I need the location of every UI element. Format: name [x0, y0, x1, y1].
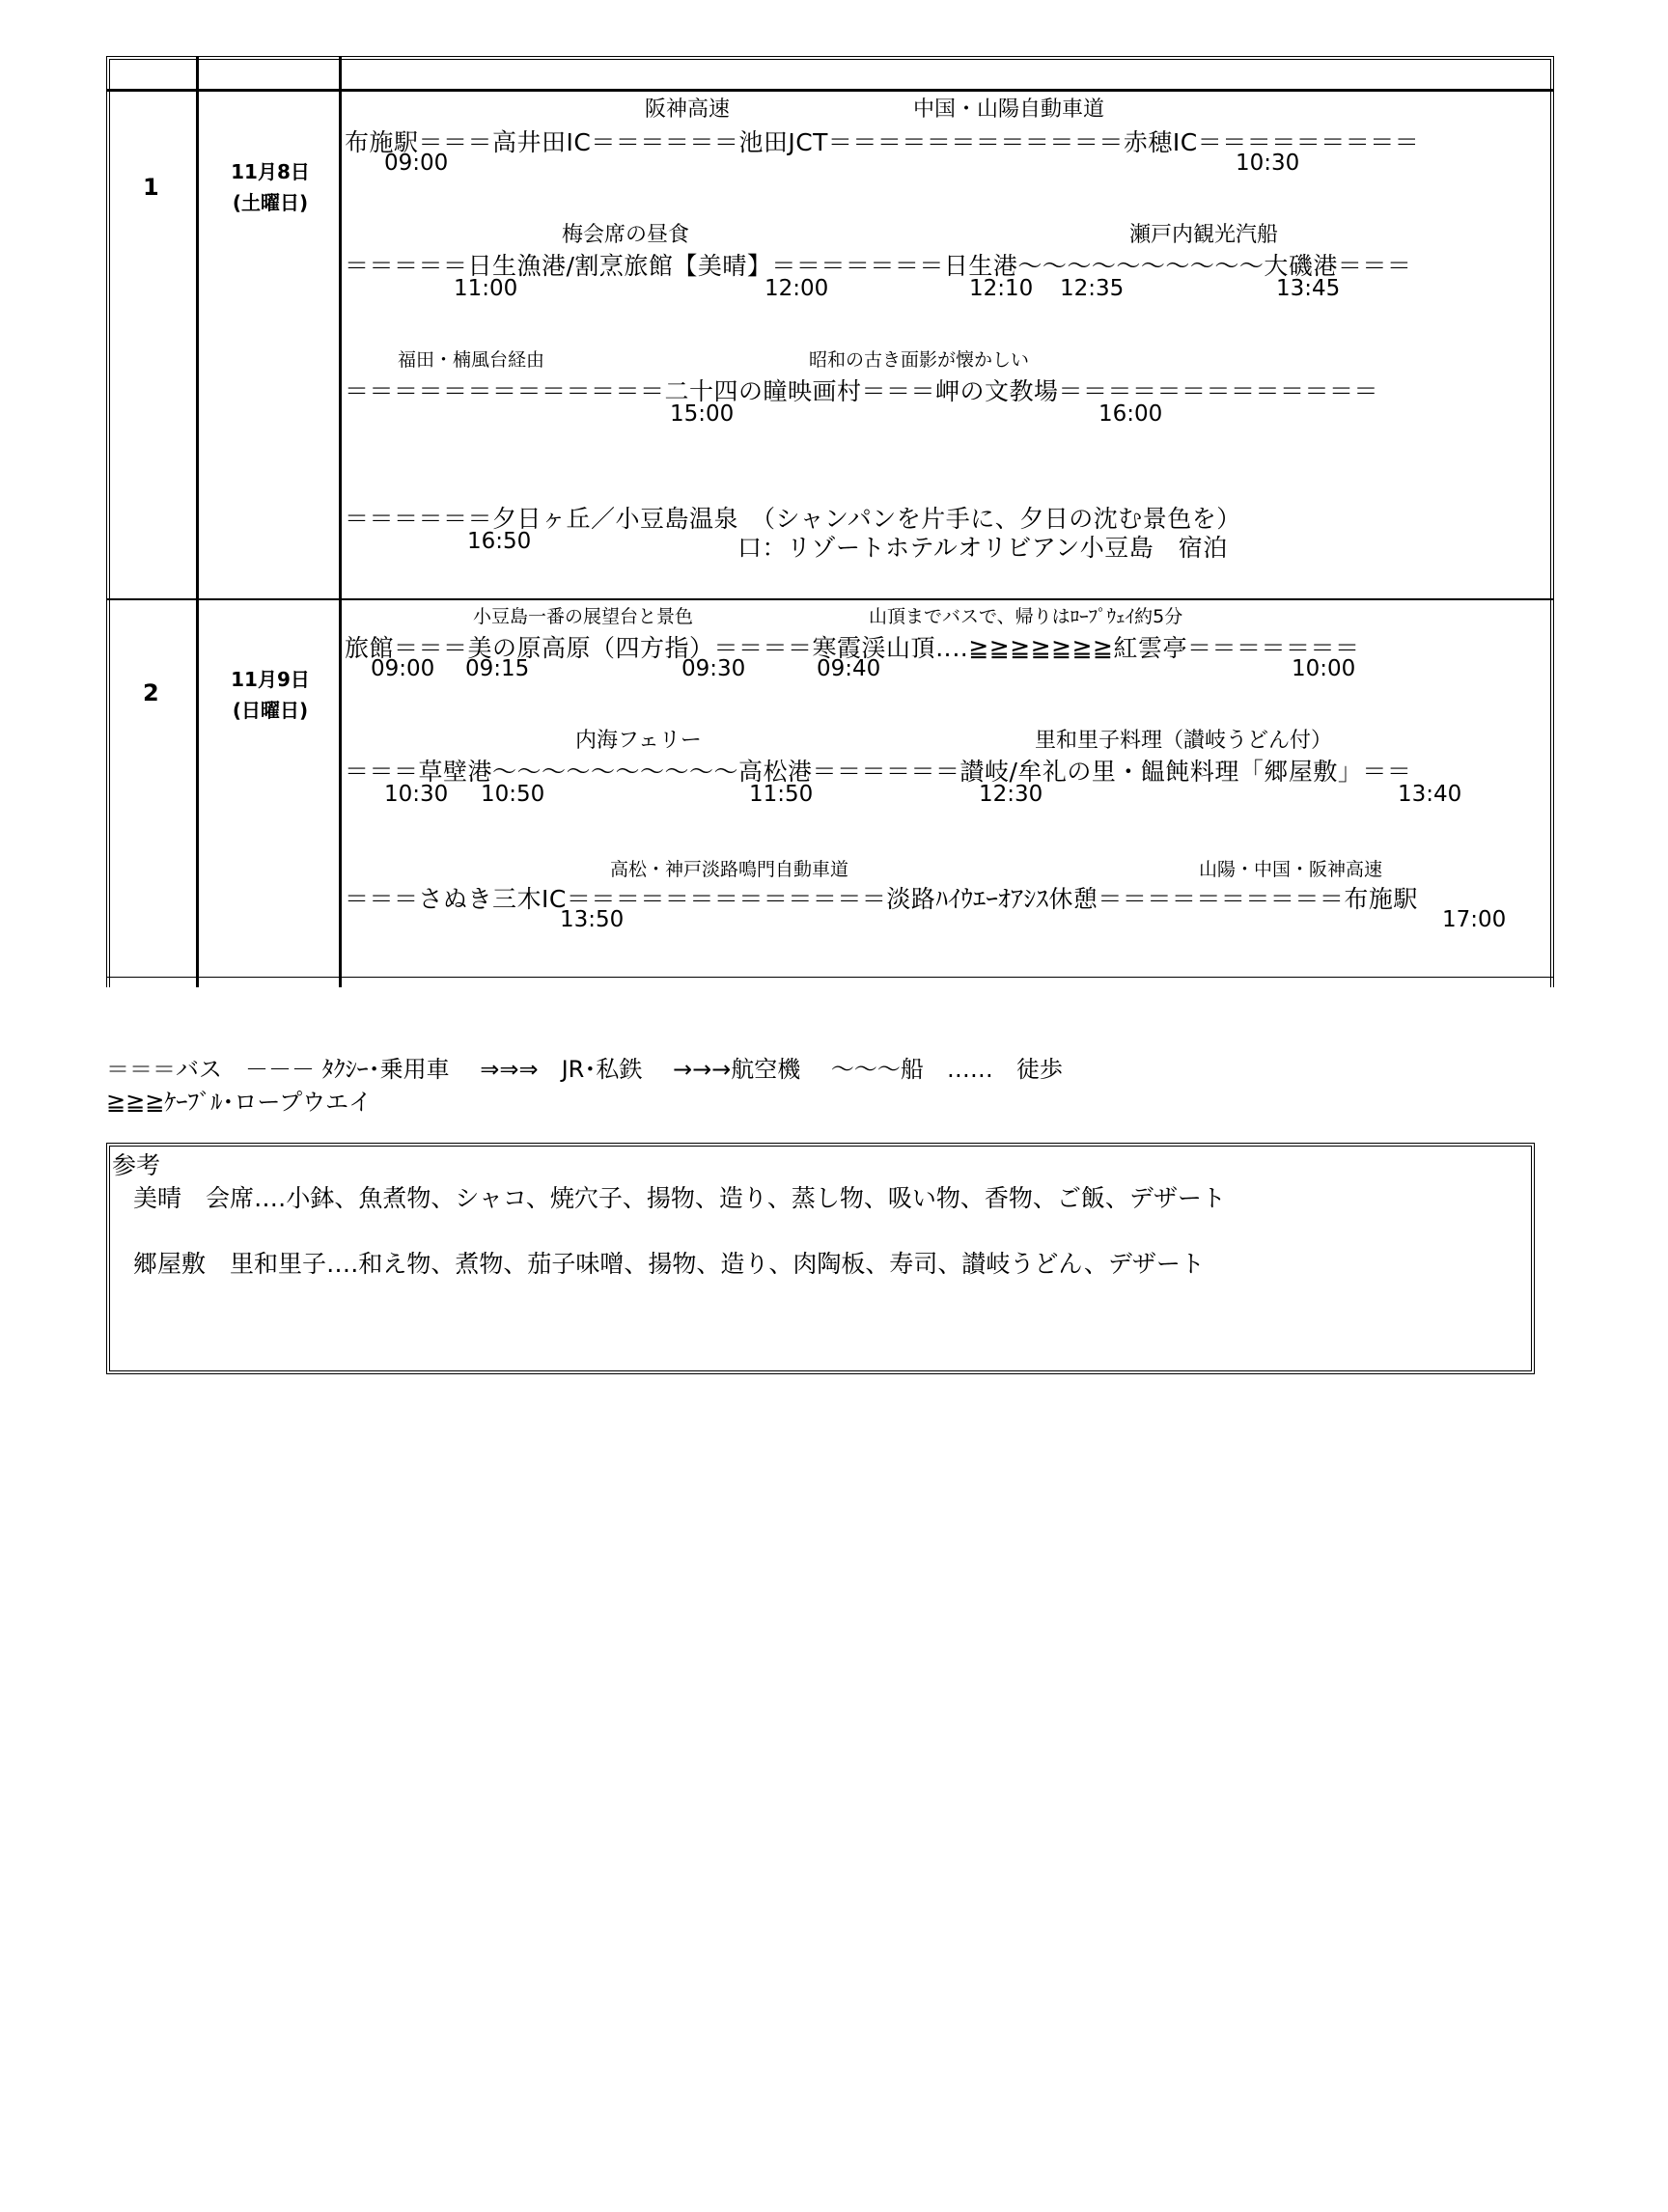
route-annotation: 瀬戸内観光汽船: [1129, 223, 1279, 247]
day-number: 2: [143, 679, 159, 706]
day-date: [212, 156, 328, 218]
table-divider-2: [339, 56, 342, 987]
route-annotation: 福田・楠風台経由: [398, 349, 545, 371]
time-label: 09:00: [371, 656, 435, 681]
table-header-rule: [106, 89, 1554, 92]
time-label: 12:30: [979, 782, 1043, 807]
route-annotation: 山陽・中国・阪神高速: [1199, 859, 1383, 880]
route-annotation: 小豆島一番の展望台と景色: [473, 606, 694, 627]
time-label: 12:35: [1060, 276, 1125, 301]
route-annotation: 内海フェリー: [575, 729, 702, 753]
reference-line: 美晴 会席‥‥小鉢、魚煮物、シャコ、焼穴子、揚物、造り、蒸し物、吸い物、香物、ご飯、デザート: [133, 1184, 1226, 1212]
time-label: 09:30: [681, 656, 746, 681]
route-line: ＝＝＝＝＝＝＝＝＝＝＝＝＝二十四の瞳映画村＝＝＝岬の文教場＝＝＝＝＝＝＝＝＝＝＝＝＝: [345, 377, 1379, 405]
time-label: 10:00: [1292, 656, 1356, 681]
date-text: 11月8日: [231, 160, 310, 183]
day-number: 1: [143, 174, 159, 201]
route-annotation: 山頂までバスで、帰りはﾛｰﾌﾟｳｪｲ約5分: [869, 606, 1183, 627]
time-label: 13:45: [1276, 276, 1341, 301]
day-date: [212, 664, 328, 726]
hotel-label: 口：リゾートホテルオリビアン小豆島 宿泊: [737, 534, 1228, 562]
weekday-text: (日曜日): [232, 699, 309, 722]
time-label: 15:00: [670, 401, 735, 427]
route-annotation: 昭和の古き面影が懐かしい: [809, 349, 1030, 371]
table-divider-1: [196, 56, 199, 987]
time-label: 16:50: [467, 529, 532, 554]
route-line: ＝＝＝＝＝日生漁港/割烹旅館【美晴】＝＝＝＝＝＝＝日生港～～～～～～～～～～大磯港＝＝＝: [345, 252, 1412, 280]
time-label: 13:40: [1398, 782, 1462, 807]
table-bottom-rule: [106, 977, 1554, 978]
reference-title: 参考: [112, 1151, 161, 1179]
time-label: 11:50: [749, 782, 814, 807]
legend-line: ≧≧≧ｹｰﾌﾞﾙ･ロープウエイ: [106, 1089, 373, 1116]
route-line: 布施駅＝＝＝高井田IC＝＝＝＝＝＝池田JCT＝＝＝＝＝＝＝＝＝＝＝＝赤穂IC＝＝＝＝＝＝＝＝＝: [345, 128, 1420, 156]
legend-line: ＝＝＝バス －－－ ﾀｸｼｰ･乗用車 ⇒⇒⇒ JR･私鉄 →→→航空機 ～～～船 …… 徒歩: [106, 1056, 1063, 1083]
time-label: 10:30: [384, 782, 449, 807]
time-label: 09:40: [817, 656, 881, 681]
weekday-text: (土曜日): [232, 191, 309, 214]
time-label: 10:30: [1236, 151, 1300, 176]
date-text: 11月9日: [231, 668, 310, 691]
time-label: 17:00: [1442, 907, 1507, 932]
time-label: 12:00: [764, 276, 829, 301]
time-label: 09:00: [384, 151, 449, 176]
time-label: 16:00: [1098, 401, 1163, 427]
route-line: 旅館＝＝＝美の原高原（四方指）＝＝＝＝寒霞渓山頂‥‥≧≧≧≧≧≧≧紅雲亭＝＝＝＝＝＝＝: [345, 634, 1360, 662]
route-annotation: 梅会席の昼食: [562, 223, 690, 247]
reference-line: 郷屋敷 里和里子‥‥和え物、煮物、茄子味噌、揚物、造り、肉陶板、寿司、讃岐うどん、デザート: [133, 1250, 1205, 1278]
route-line: ＝＝＝草壁港～～～～～～～～～～高松港＝＝＝＝＝＝讃岐/牟礼の里・饂飩料理「郷屋敷」＝＝: [345, 758, 1412, 786]
time-label: 10:50: [481, 782, 545, 807]
route-annotation: 里和里子料理（讃岐うどん付）: [1035, 729, 1333, 753]
route-annotation: 高松・神戸淡路鳴門自動車道: [610, 859, 849, 880]
time-label: 09:15: [465, 656, 530, 681]
route-annotation: 中国・山陽自動車道: [913, 97, 1105, 122]
time-label: 12:10: [969, 276, 1034, 301]
route-line: ＝＝＝＝＝＝夕日ヶ丘／小豆島温泉 （シャンパンを片手に、夕日の沈む景色を）: [345, 505, 1241, 533]
route-annotation: 阪神高速: [645, 97, 731, 122]
route-line: ＝＝＝さぬき三木IC＝＝＝＝＝＝＝＝＝＝＝＝＝淡路ﾊｲｳｴｰｵｱｼｽ休憩＝＝＝＝＝＝＝＝＝＝布施駅: [345, 885, 1418, 913]
table-row-rule: [106, 598, 1554, 600]
time-label: 11:00: [454, 276, 518, 301]
time-label: 13:50: [560, 907, 625, 932]
